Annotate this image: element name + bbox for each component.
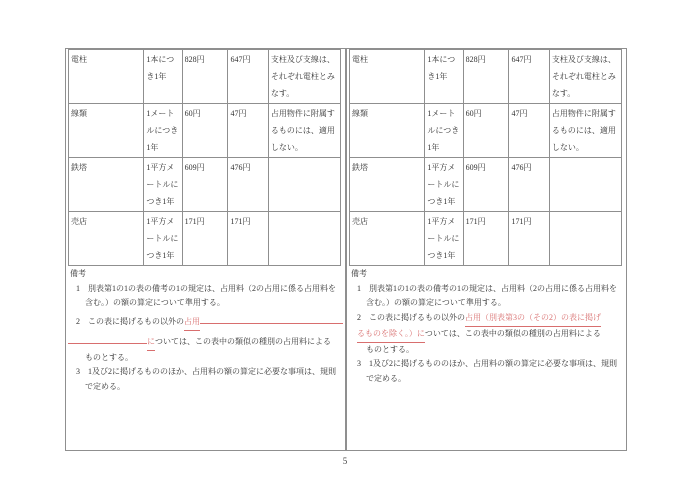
cell-fee-b: 171円 xyxy=(509,212,549,266)
remarks-item-2 xyxy=(349,311,624,357)
item2-prefix: 2 この表に掲げるもの以外の xyxy=(357,313,465,323)
red-underline-blank xyxy=(200,311,343,324)
remarks-item-1: 1 別表第1の1の表の備考の1の規定は、占用料（2の占用に係る占用料を含む。）の額の算定について準用する。 xyxy=(76,283,336,308)
cell-fee-b: 171円 xyxy=(228,212,268,266)
cell-fee-b: 476円 xyxy=(509,158,549,212)
red-underline-blank xyxy=(68,331,147,344)
item2-prefix: 2 この表に掲げるもの以外の xyxy=(76,317,184,327)
remarks-item-3: 3 1及び2に掲げるもののほか、占用料の額の算定に必要な事項は、規則で定める。 xyxy=(357,359,617,383)
item2-red-text-continued: るものを除く。）に xyxy=(357,327,425,343)
cell-note xyxy=(268,212,340,266)
table-row xyxy=(69,50,341,104)
item2-rest: ついては、この表中の類似の種別の占用料による xyxy=(155,336,331,346)
cell-note: 占用物件に附属するものには、適用しない。 xyxy=(549,104,621,158)
table-row xyxy=(69,158,341,212)
fee-table-new xyxy=(349,49,622,266)
cell-fee-b: 47円 xyxy=(509,104,549,158)
cell-item: 鉄塔 xyxy=(350,158,425,212)
cell-item: 売店 xyxy=(350,212,425,266)
table-row xyxy=(69,212,341,266)
item2-red-text-continued: に xyxy=(147,335,155,351)
table-row xyxy=(350,158,622,212)
cell-note xyxy=(549,158,621,212)
table-row xyxy=(350,104,622,158)
cell-fee-a: 609円 xyxy=(182,158,228,212)
cell-fee-b: 476円 xyxy=(228,158,268,212)
remarks-heading: 備考 xyxy=(351,269,367,278)
remarks-new xyxy=(349,267,624,387)
cell-unit: 1メートルにつき1年 xyxy=(425,104,463,158)
cell-unit: 1平方メートルにつき1年 xyxy=(144,212,182,266)
cell-item: 線類 xyxy=(69,104,144,158)
table-row xyxy=(69,104,341,158)
cell-fee-a: 171円 xyxy=(182,212,228,266)
cell-note xyxy=(268,158,340,212)
cell-fee-b: 47円 xyxy=(228,104,268,158)
comparison-frame xyxy=(65,48,627,451)
remarks-item-2-line-3: ものとする。 xyxy=(366,344,414,354)
remarks-item-2-line-3: ものとする。 xyxy=(85,352,133,362)
remarks-heading: 備考 xyxy=(70,269,86,278)
cell-item: 電柱 xyxy=(350,50,425,104)
cell-fee-a: 609円 xyxy=(463,158,509,212)
fee-table-old xyxy=(68,49,341,266)
cell-item: 鉄塔 xyxy=(69,158,144,212)
remarks-item-2-line-1 xyxy=(349,311,624,327)
item2-rest: ついては、この表中の類似の種別の占用料による xyxy=(424,328,601,338)
item2-red-text: 占用（別表第3の（その2）の表に掲げ xyxy=(465,311,601,327)
cell-unit: 1本につき1年 xyxy=(425,50,463,104)
cell-note xyxy=(549,212,621,266)
remarks-item-2 xyxy=(68,311,343,365)
remarks-old xyxy=(68,267,343,395)
cell-fee-a: 60円 xyxy=(182,104,228,158)
remarks-item-2-line-1 xyxy=(68,311,343,331)
table-row xyxy=(350,212,622,266)
table-row xyxy=(350,50,622,104)
cell-note: 占用物件に附属するものには、適用しない。 xyxy=(268,104,340,158)
item2-red-text: 占用 xyxy=(184,315,200,331)
cell-unit: 1平方メートルにつき1年 xyxy=(144,158,182,212)
cell-fee-a: 828円 xyxy=(182,50,228,104)
cell-unit: 1平方メートルにつき1年 xyxy=(425,158,463,212)
cell-fee-b: 647円 xyxy=(509,50,549,104)
cell-unit: 1平方メートルにつき1年 xyxy=(425,212,463,266)
cell-fee-a: 828円 xyxy=(463,50,509,104)
cell-item: 電柱 xyxy=(69,50,144,104)
cell-note: 支柱及び支線は、それぞれ電柱とみなす。 xyxy=(268,50,340,104)
remarks-item-2-line-2 xyxy=(68,331,343,351)
cell-note: 支柱及び支線は、それぞれ電柱とみなす。 xyxy=(549,50,621,104)
cell-item: 売店 xyxy=(69,212,144,266)
cell-unit: 1メートルにつき1年 xyxy=(144,104,182,158)
cell-fee-a: 60円 xyxy=(463,104,509,158)
cell-fee-b: 647円 xyxy=(228,50,268,104)
cell-unit: 1本につき1年 xyxy=(144,50,182,104)
remarks-item-2-line-2 xyxy=(349,327,624,343)
panel-new xyxy=(346,49,626,450)
remarks-item-3: 3 1及び2に掲げるもののほか、占用料の額の算定に必要な事項は、規則で定める。 xyxy=(76,367,336,391)
cell-fee-a: 171円 xyxy=(463,212,509,266)
cell-item: 線類 xyxy=(350,104,425,158)
page-number: 5 xyxy=(342,456,348,466)
panel-old xyxy=(66,49,346,450)
remarks-item-1: 1 別表第1の1の表の備考の1の規定は、占用料（2の占用に係る占用料を含む。）の額の算定について準用する。 xyxy=(357,283,617,308)
